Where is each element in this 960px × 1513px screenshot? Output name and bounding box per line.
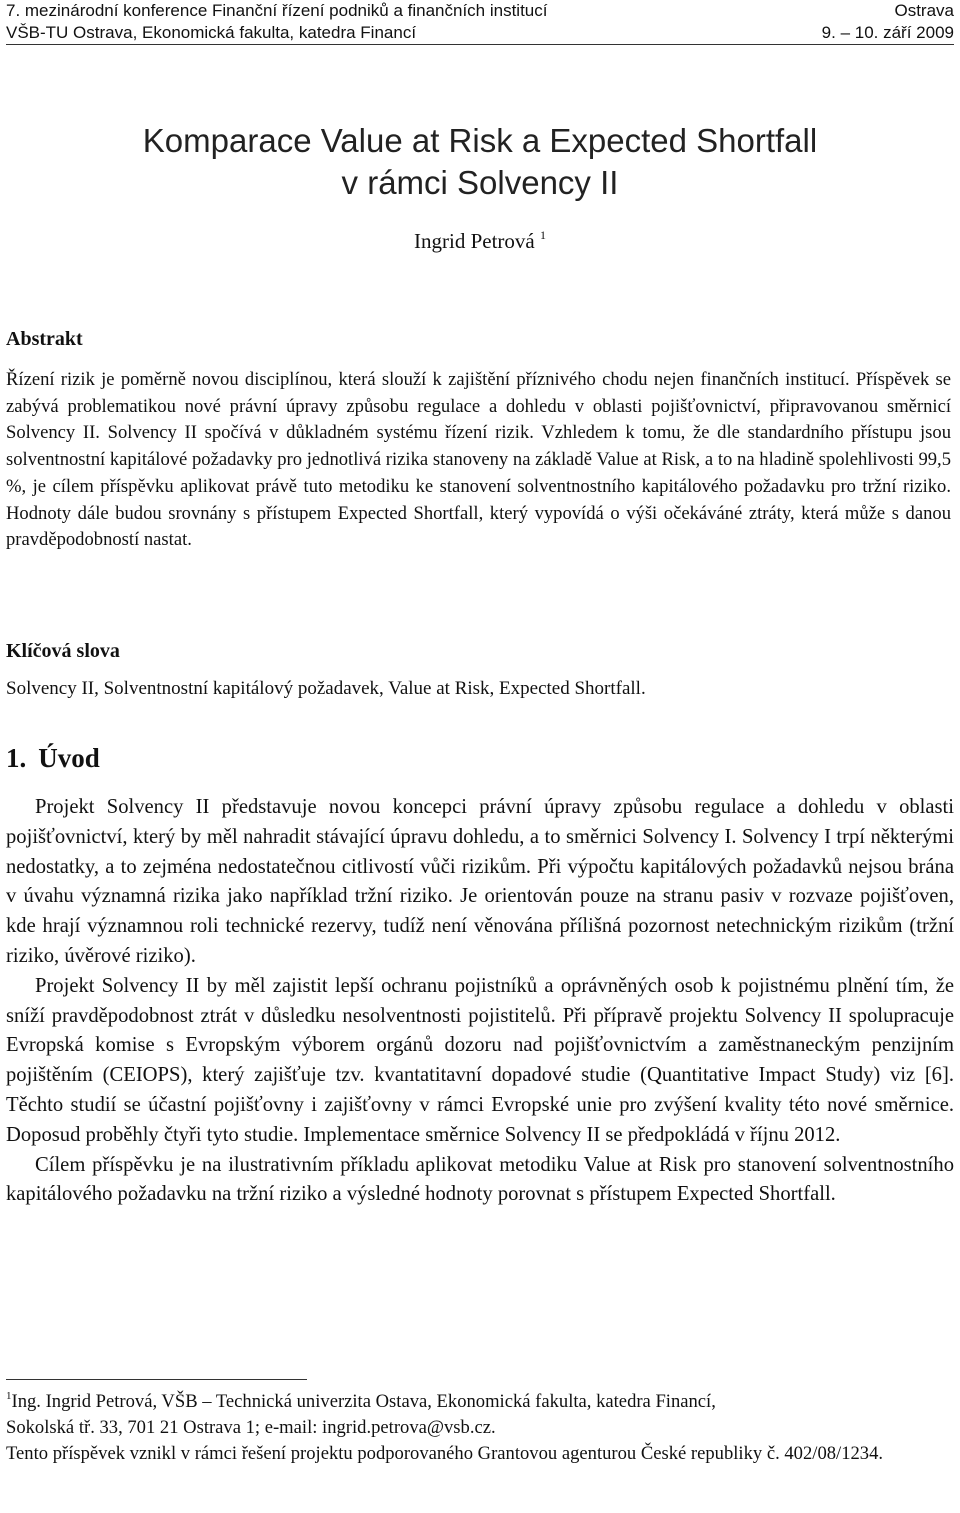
paper-title-line-1: Komparace Value at Risk a Expected Shortfall <box>142 122 818 159</box>
running-header <box>6 0 954 45</box>
body-paragraph-2: Projekt Solvency II by měl zajistit lepší ochranu pojistníků a oprávněných osob k pojistnému plnění tím, že sníží pravděpodobnost ztrát v důsledku nesolventnosti pojistitelů. Při přípravě projektu Solvency II spolupracuje Evropská komise s Evropským výborem orgánů dozoru nad pojišťovnictvím a zaměstnaneckým penzijním pojištěním (CEIOPS), který zajišťuje tzv. kvantatitavní dopadové studie (Quantitative Impact Study) viz [6]. Těchto studií se účastní pojišťovny i zajišťovny v rámci Evropské unie pro zvýšení kvality této nové směrnice. Doposud proběhly čtyři tyto studie. Implementace směrnice Solvency II se předpokládá v říjnu 2012. <box>6 974 954 1146</box>
footnote-separator <box>6 1379 307 1380</box>
body-paragraph-1: Projekt Solvency II představuje novou koncepci právní úpravy způsobu regulace a dohledu v oblasti pojišťovnictví, který by měl nahradit stávající úpravu dohledu, a to směrnici Solvency I. Solvency I trpí některými nedostatky, a to zejména nedostatečnou citlivostí vůči rizikům. Při výpočtu kapitálových požadavků nejsou brána v úvahu významná rizika jako například tržní riziko. Je orientován pouze na stranu pasiv v rozvaze pojišťoven, kde hrají významnou roli technické rezervy, tudíž není věnována přílišná pozornost netechnickým rizikům (tržní riziko, úvěrové riziko). <box>6 796 954 967</box>
institution-name: VŠB-TU Ostrava, Ekonomická fakulta, katedra Financí <box>6 23 417 42</box>
footnote-mark: 1 <box>6 1390 12 1402</box>
keywords-text: Solvency II, Solventnostní kapitálový požadavek, Value at Risk, Expected Shortfall. <box>6 678 646 699</box>
author <box>0 228 960 254</box>
section-number: 1. <box>6 743 27 773</box>
section-heading <box>6 743 100 774</box>
conference-date: 9. – 10. září 2009 <box>821 23 954 42</box>
body-paragraph-3: Cílem příspěvku je na ilustrativním příkladu aplikovat metodiku Value at Risk pro stanovení solventnostního kapitálového požadavku na tržní riziko a výsledné hodnoty porovnat s přístupem Expected Shortfall. <box>6 1153 954 1206</box>
section-body <box>6 793 954 1210</box>
footnote-line-2: Sokolská tř. 33, 701 21 Ostrava 1; e-mail: ingrid.petrova@vsb.cz. <box>6 1417 496 1438</box>
author-footnote-mark: 1 <box>539 228 546 242</box>
author-name: Ingrid Petrová <box>414 229 535 253</box>
section-title: Úvod <box>38 743 100 773</box>
abstract-heading: Abstrakt <box>6 328 83 350</box>
footnote <box>6 1383 956 1467</box>
footnote-line-1: Ing. Ingrid Petrová, VŠB – Technická univerzita Ostava, Ekonomická fakulta, katedra Financí, <box>11 1391 716 1412</box>
abstract-text: Řízení rizik je poměrně novou disciplínou, která slouží k zajištění příznivého chodu nejen finančních institucí. Příspěvek se zabývá problematikou nové právní úpravy způsobu regulace a dohledu v oblasti pojišťovnictví, připravovanou směrnicí Solvency II. Solvency II spočívá v důkladném systému řízení rizik. Vzhledem k tomu, že dle standardního přístupu jsou solventnostní kapitálové požadavky pro jednotlivá rizika stanoveny na základě Value at Risk, a to na hladině spolehlivosti 99,5 %, je cílem příspěvku aplikovat právě tuto metodiku ke stanovení solventnostního kapitálového požadavku pro tržní riziko. Hodnoty dále budou srovnány s přístupem Expected Shortfall, který vypovídá o výši očekáváné ztráty, která může s danou pravděpodobností nastat. <box>6 369 951 551</box>
paper-title <box>0 120 960 204</box>
keywords-heading: Klíčová slova <box>6 640 120 662</box>
conference-city: Ostrava <box>894 1 954 20</box>
conference-name: 7. mezinárodní konference Finanční řízení podniků a finančních institucí <box>6 1 548 20</box>
footnote-line-3: Tento příspěvek vznikl v rámci řešení projektu podporovaného Grantovou agenturou České republiky č. 402/08/1234. <box>6 1443 884 1464</box>
paper-title-line-2: v rámci Solvency II <box>341 164 619 201</box>
